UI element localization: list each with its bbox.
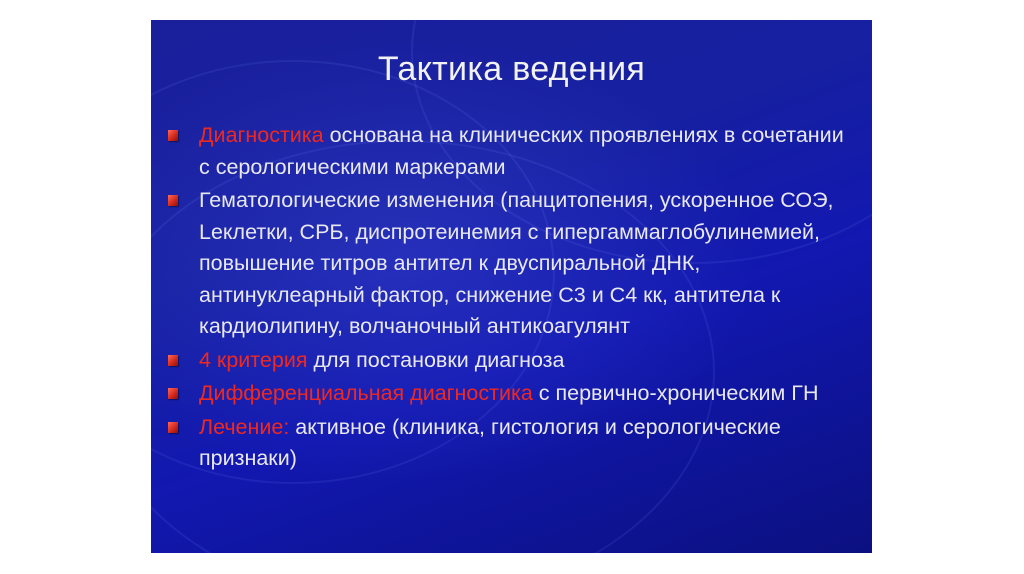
- bullet-highlight: Диагностика: [199, 123, 324, 147]
- bullet-text: основана на клинических проявлениях в сочетании с серологическими маркерами: [199, 123, 844, 179]
- bullet-highlight: 4 критерия: [199, 347, 308, 372]
- slide-title: Тактика ведения: [377, 50, 646, 88]
- slide: [151, 20, 872, 553]
- square-bullet-icon: [168, 130, 178, 141]
- bullet-item-treatment: [168, 412, 848, 475]
- bullet-list: [168, 120, 848, 477]
- bullet-text: для постановки диагноза: [307, 347, 565, 372]
- bullet-text: активное (клиника, гистология и серологические признаки): [199, 414, 781, 470]
- bullet-text: с первично-хроническим ГН: [532, 381, 819, 405]
- bullet-highlight: Дифференциальная диагностика: [199, 381, 533, 405]
- bullet-item-hematology: [168, 185, 848, 343]
- square-bullet-icon: [168, 388, 178, 399]
- square-bullet-icon: [168, 195, 178, 206]
- bullet-text: Гематологические изменения (панцитопения, ускоренное СОЭ, Leклетки, СРБ, диспротеинемия с гипергаммаглобулинемией, повышение титров антител к двуспиральной ДНК, антинуклеарный фактор, снижение С3 и С4 кк, антитела к кардиолипину, волчаночный антикоагулянт: [199, 188, 834, 338]
- bullet-item-differential: [168, 378, 848, 410]
- bullet-highlight: Лечение:: [199, 414, 290, 439]
- bullet-item-criteria: [168, 345, 848, 377]
- square-bullet-icon: [168, 422, 178, 433]
- square-bullet-icon: [168, 355, 178, 366]
- bullet-item-diagnostics: [168, 120, 848, 183]
